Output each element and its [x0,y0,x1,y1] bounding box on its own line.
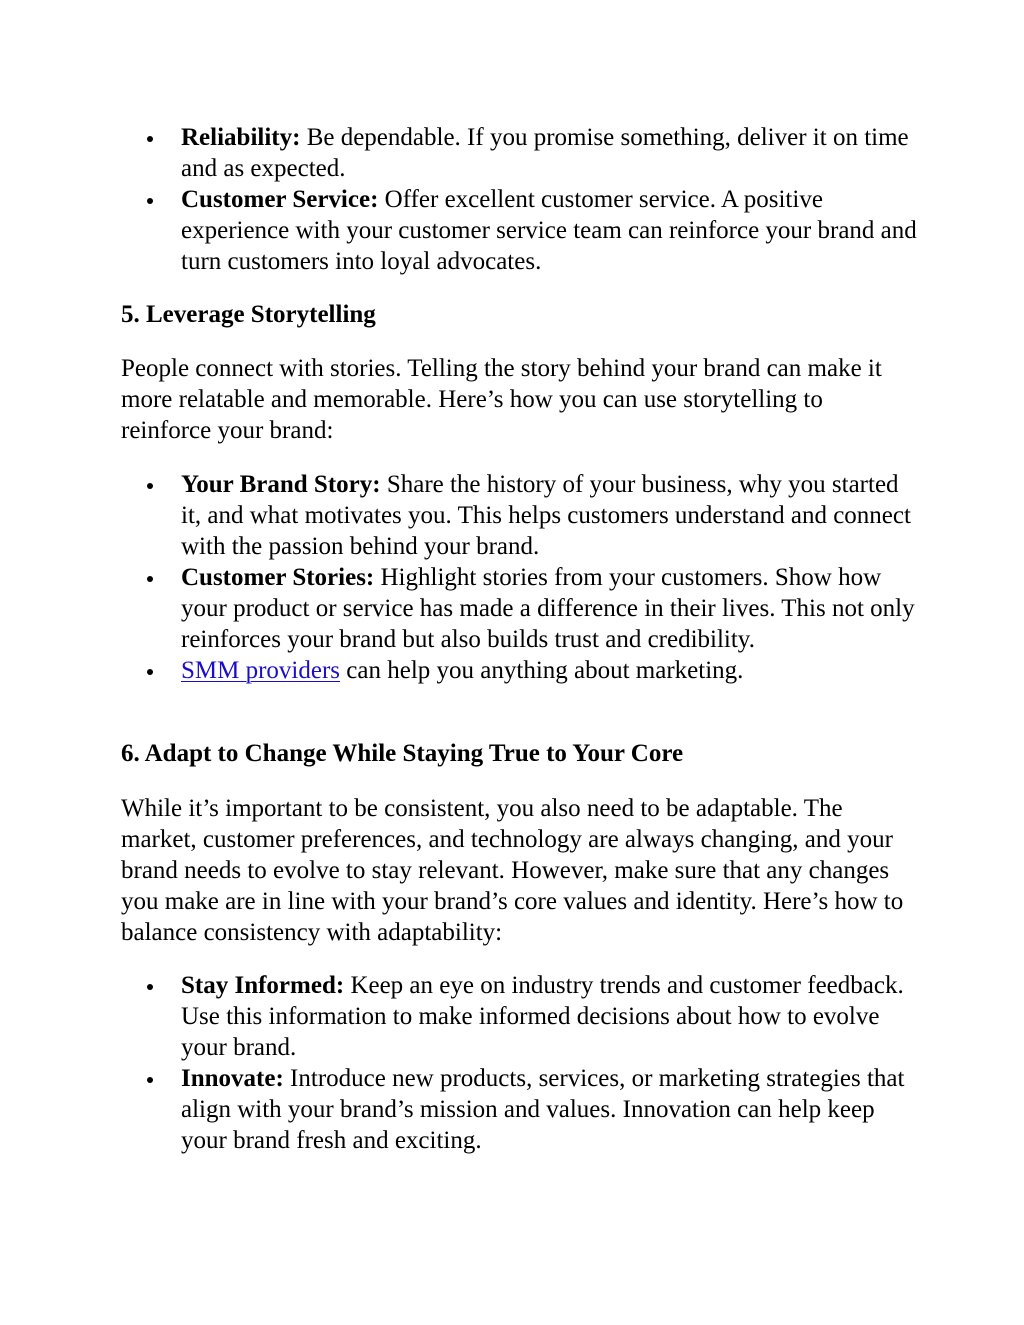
bullet-icon [147,483,153,489]
list-item [181,469,921,562]
item-text: Be dependable. If you promise something, deliver it on time and as expected. [181,124,909,182]
item-term: Customer Stories: [181,564,375,591]
bullet-list-storytelling [181,469,921,686]
bullet-icon [147,1077,153,1083]
section-paragraph-5: People connect with stories. Telling the story behind your brand can make it more relatable and memorable. Here’s how you can use storytelling to reinforce your brand: [121,355,882,444]
list-item [181,122,921,184]
bullet-icon [147,669,153,675]
item-text: Keep an eye on industry trends and customer feedback. Use this information to make informed decisions about how to evolve your brand. [181,972,904,1061]
item-text: Introduce new products, services, or marketing strategies that align with your brand’s mission and values. Innovation can help keep your brand fresh and exciting. [181,1065,905,1154]
bullet-list-adapt [181,970,921,1156]
item-term: Innovate: [181,1065,284,1092]
bullet-icon [147,984,153,990]
bullet-icon [147,198,153,204]
item-text: Share the history of your business, why you started it, and what motivates you. This helps customers understand and connect with the passion behind your brand. [181,471,911,560]
item-term: Your Brand Story: [181,471,381,498]
section-paragraph-6: While it’s important to be consistent, you also need to be adaptable. The market, customer preferences, and technology are always changing, and your brand needs to evolve to stay relevant. However, make sure that any changes you make are in line with your brand’s core values and identity. Here’s how to balance consistency with adaptability: [121,795,904,946]
item-term: Customer Service: [181,186,379,213]
bullet-list-reliability [181,122,921,277]
item-text: can help you anything about marketing. [340,657,744,684]
list-item [181,655,921,686]
item-text: Offer excellent customer service. A positive experience with your customer service team can reinforce your brand and turn customers into loyal advocates. [181,186,917,275]
list-item [181,970,921,1063]
list-item [181,1063,921,1156]
item-term: Reliability: [181,124,301,151]
item-text: Highlight stories from your customers. Show how your product or service has made a difference in their lives. This not only reinforces your brand but also builds trust and credibility. [181,564,915,653]
smm-providers-link[interactable]: SMM providers [181,657,341,684]
item-term: Stay Informed: [181,972,345,999]
list-item [181,184,921,277]
bullet-icon [147,136,153,142]
list-item [181,562,921,655]
bullet-icon [147,576,153,582]
section-heading-5: 5. Leverage Storytelling [121,301,376,328]
section-heading-6: 6. Adapt to Change While Staying True to Your Core [121,740,684,767]
